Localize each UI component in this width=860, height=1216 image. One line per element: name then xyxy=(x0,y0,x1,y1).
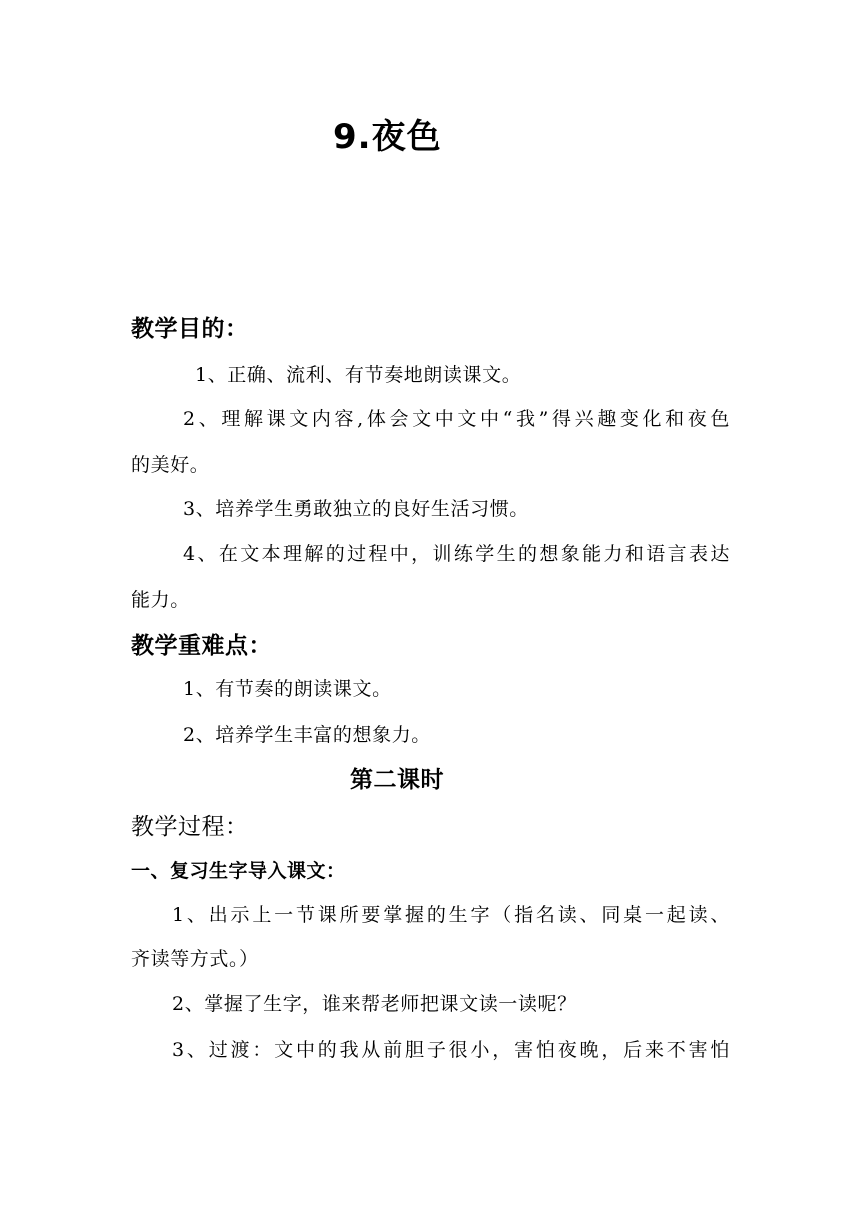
document-title: 9.夜色 xyxy=(333,117,442,157)
objectives-heading: 教学目的： xyxy=(131,316,249,342)
objective-item-3: 3、培养学生勇敢独立的良好生活习惯。 xyxy=(183,498,529,520)
lesson-heading: 第二课时 xyxy=(350,767,444,793)
key-point-item-1: 1、有节奏的朗读课文。 xyxy=(183,678,392,700)
process-item-1: 1、出示上一节课所要掌握的生字（指名读、同桌一起读、 xyxy=(172,904,730,926)
process-item-2: 2、掌握了生字，谁来帮老师把课文读一读呢？ xyxy=(172,993,577,1015)
key-points-heading: 教学重难点： xyxy=(131,633,272,659)
objective-item-4: 4、在文本理解的过程中，训练学生的想象能力和语言表达 xyxy=(183,543,730,565)
key-point-item-2: 2、培养学生丰富的想象力。 xyxy=(183,724,431,746)
objective-item-4-cont: 能力。 xyxy=(131,589,190,611)
process-subheading: 一、复习生字导入课文： xyxy=(131,860,346,882)
process-item-1-cont: 齐读等方式。） xyxy=(131,948,259,970)
objective-item-1: 1、正确、流利、有节奏地朗读课文。 xyxy=(195,364,522,386)
process-heading: 教学过程： xyxy=(131,814,249,840)
process-item-3: 3、过渡：文中的我从前胆子很小，害怕夜晚，后来不害怕 xyxy=(172,1039,730,1061)
objective-item-2: 2、理解课文内容,体会文中文中“我”得兴趣变化和夜色 xyxy=(183,408,730,430)
objective-item-2-cont: 的美好。 xyxy=(131,454,210,476)
